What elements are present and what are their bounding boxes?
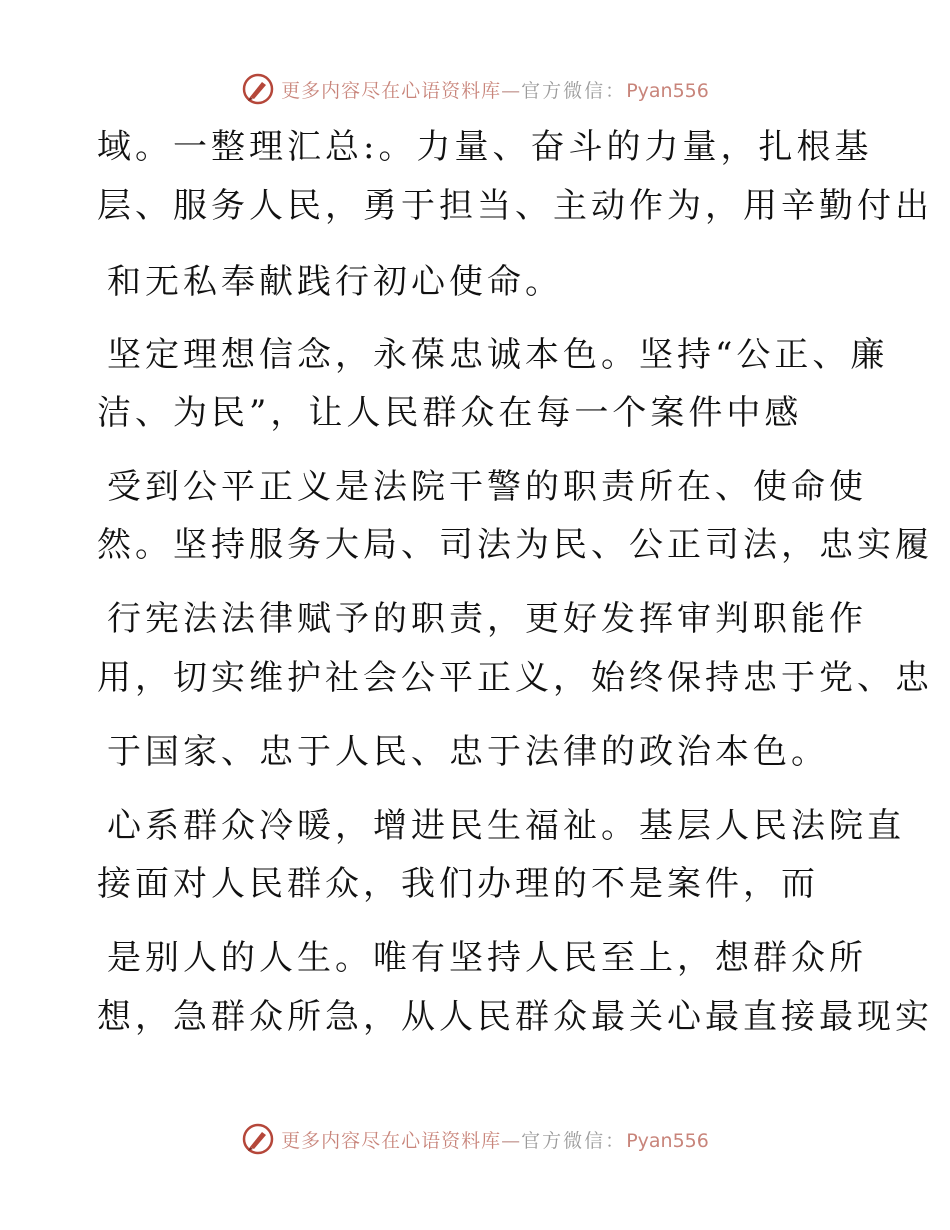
text-line-5: 洁、为民”，让人民群众在每一个案件中感 bbox=[97, 393, 803, 433]
text-line-14: 想，急群众所急，从人民群众最关心最直接最现实 bbox=[97, 997, 933, 1037]
header-watermark bbox=[0, 72, 950, 106]
text-line-4: 坚定理想信念，永葆忠诚本色。坚持“公正、廉 bbox=[107, 335, 889, 375]
text-line-13: 是别人的人生。唯有坚持人民至上，想群众所 bbox=[107, 938, 867, 978]
text-line-9: 用，切实维护社会公平正义，始终保持忠于党、忠 bbox=[97, 658, 933, 698]
text-line-6: 受到公平正义是法院干警的职责所在、使命使 bbox=[107, 467, 867, 507]
text-line-2: 层、服务人民，勇于担当、主动作为，用辛勤付出 bbox=[97, 186, 933, 226]
footer-watermark bbox=[0, 1122, 950, 1156]
text-line-3: 和无私奉献践行初心使命。 bbox=[107, 262, 563, 302]
text-line-8: 行宪法法律赋予的职责，更好发挥审判职能作 bbox=[107, 599, 867, 639]
pen-logo-icon bbox=[241, 72, 275, 106]
text-line-7: 然。坚持服务大局、司法为民、公正司法，忠实履 bbox=[97, 525, 933, 565]
pen-logo-icon bbox=[241, 1122, 275, 1156]
text-line-10: 于国家、忠于人民、忠于法律的政治本色。 bbox=[107, 732, 829, 772]
text-line-12: 接面对人民群众，我们办理的不是案件，而 bbox=[97, 864, 819, 904]
watermark-text: 更多内容尽在心语资料库—官方微信：Pyan556 bbox=[281, 79, 709, 102]
text-line-11: 心系群众冷暖，增进民生福祉。基层人民法院直 bbox=[107, 806, 905, 846]
watermark-text: 更多内容尽在心语资料库—官方微信：Pyan556 bbox=[281, 1129, 709, 1152]
text-line-1: 域。一整理汇总:。力量、奋斗的力量，扎根基 bbox=[97, 127, 873, 167]
